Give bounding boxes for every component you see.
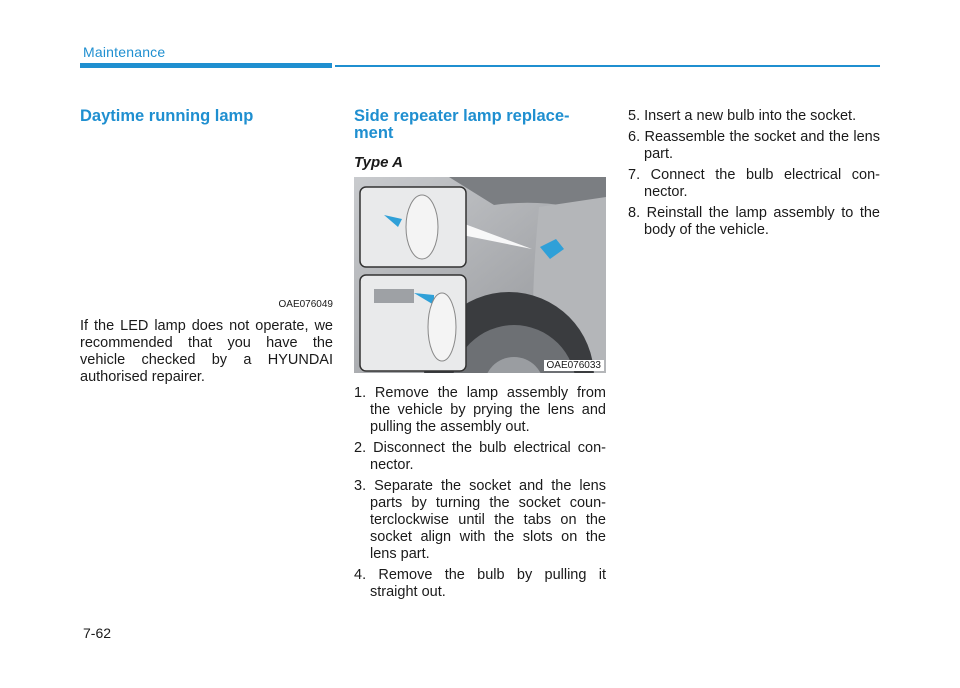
column-side-repeater — [354, 108, 606, 605]
side-repeater-photo — [354, 177, 606, 373]
page-number: 7-62 — [83, 625, 112, 641]
column-daytime-running-lamp — [80, 108, 333, 386]
figure-code: OAE076033 — [544, 360, 605, 371]
car-fender-illustration — [354, 177, 606, 373]
steps-list — [354, 385, 606, 601]
daytime-running-lamp-title: Daytime running lamp — [80, 107, 254, 125]
daytime-lamp-text: If the LED lamp does not operate, we recommended that you have the vehicle checked by a HYUNDAI authorised repairer. — [80, 318, 333, 385]
list-item: 5. Insert a new bulb into the socket. — [628, 108, 857, 124]
list-item: 6. Reassemble the socket and the lens part. — [628, 129, 880, 162]
header-rule-thin — [335, 65, 880, 67]
list-item: 1. Remove the lamp assembly from the vehicle by prying the lens and pulling the assembly out. — [354, 385, 606, 435]
section-header: Maintenance — [83, 44, 166, 60]
header-rule-thick — [80, 63, 332, 68]
list-item: 3. Separate the socket and the lens parts by turning the socket coun-terclockwise until the tabs on the socket align with the slots on the lens part. — [354, 478, 606, 562]
side-repeater-title: Side repeater lamp replace-ment — [354, 107, 570, 142]
figure-code: OAE076049 — [278, 299, 333, 310]
type-label: Type A — [354, 154, 403, 171]
column-steps-continued — [628, 108, 880, 243]
list-item: 7. Connect the bulb electrical con-nector. — [628, 167, 880, 200]
list-item: 4. Remove the bulb by pulling it straight out. — [354, 567, 606, 600]
list-item: 8. Reinstall the lamp assembly to the body of the vehicle. — [628, 205, 880, 238]
daytime-lamp-figure — [80, 125, 333, 310]
steps-list — [628, 108, 880, 239]
list-item: 2. Disconnect the bulb electrical con-nector. — [354, 440, 606, 473]
